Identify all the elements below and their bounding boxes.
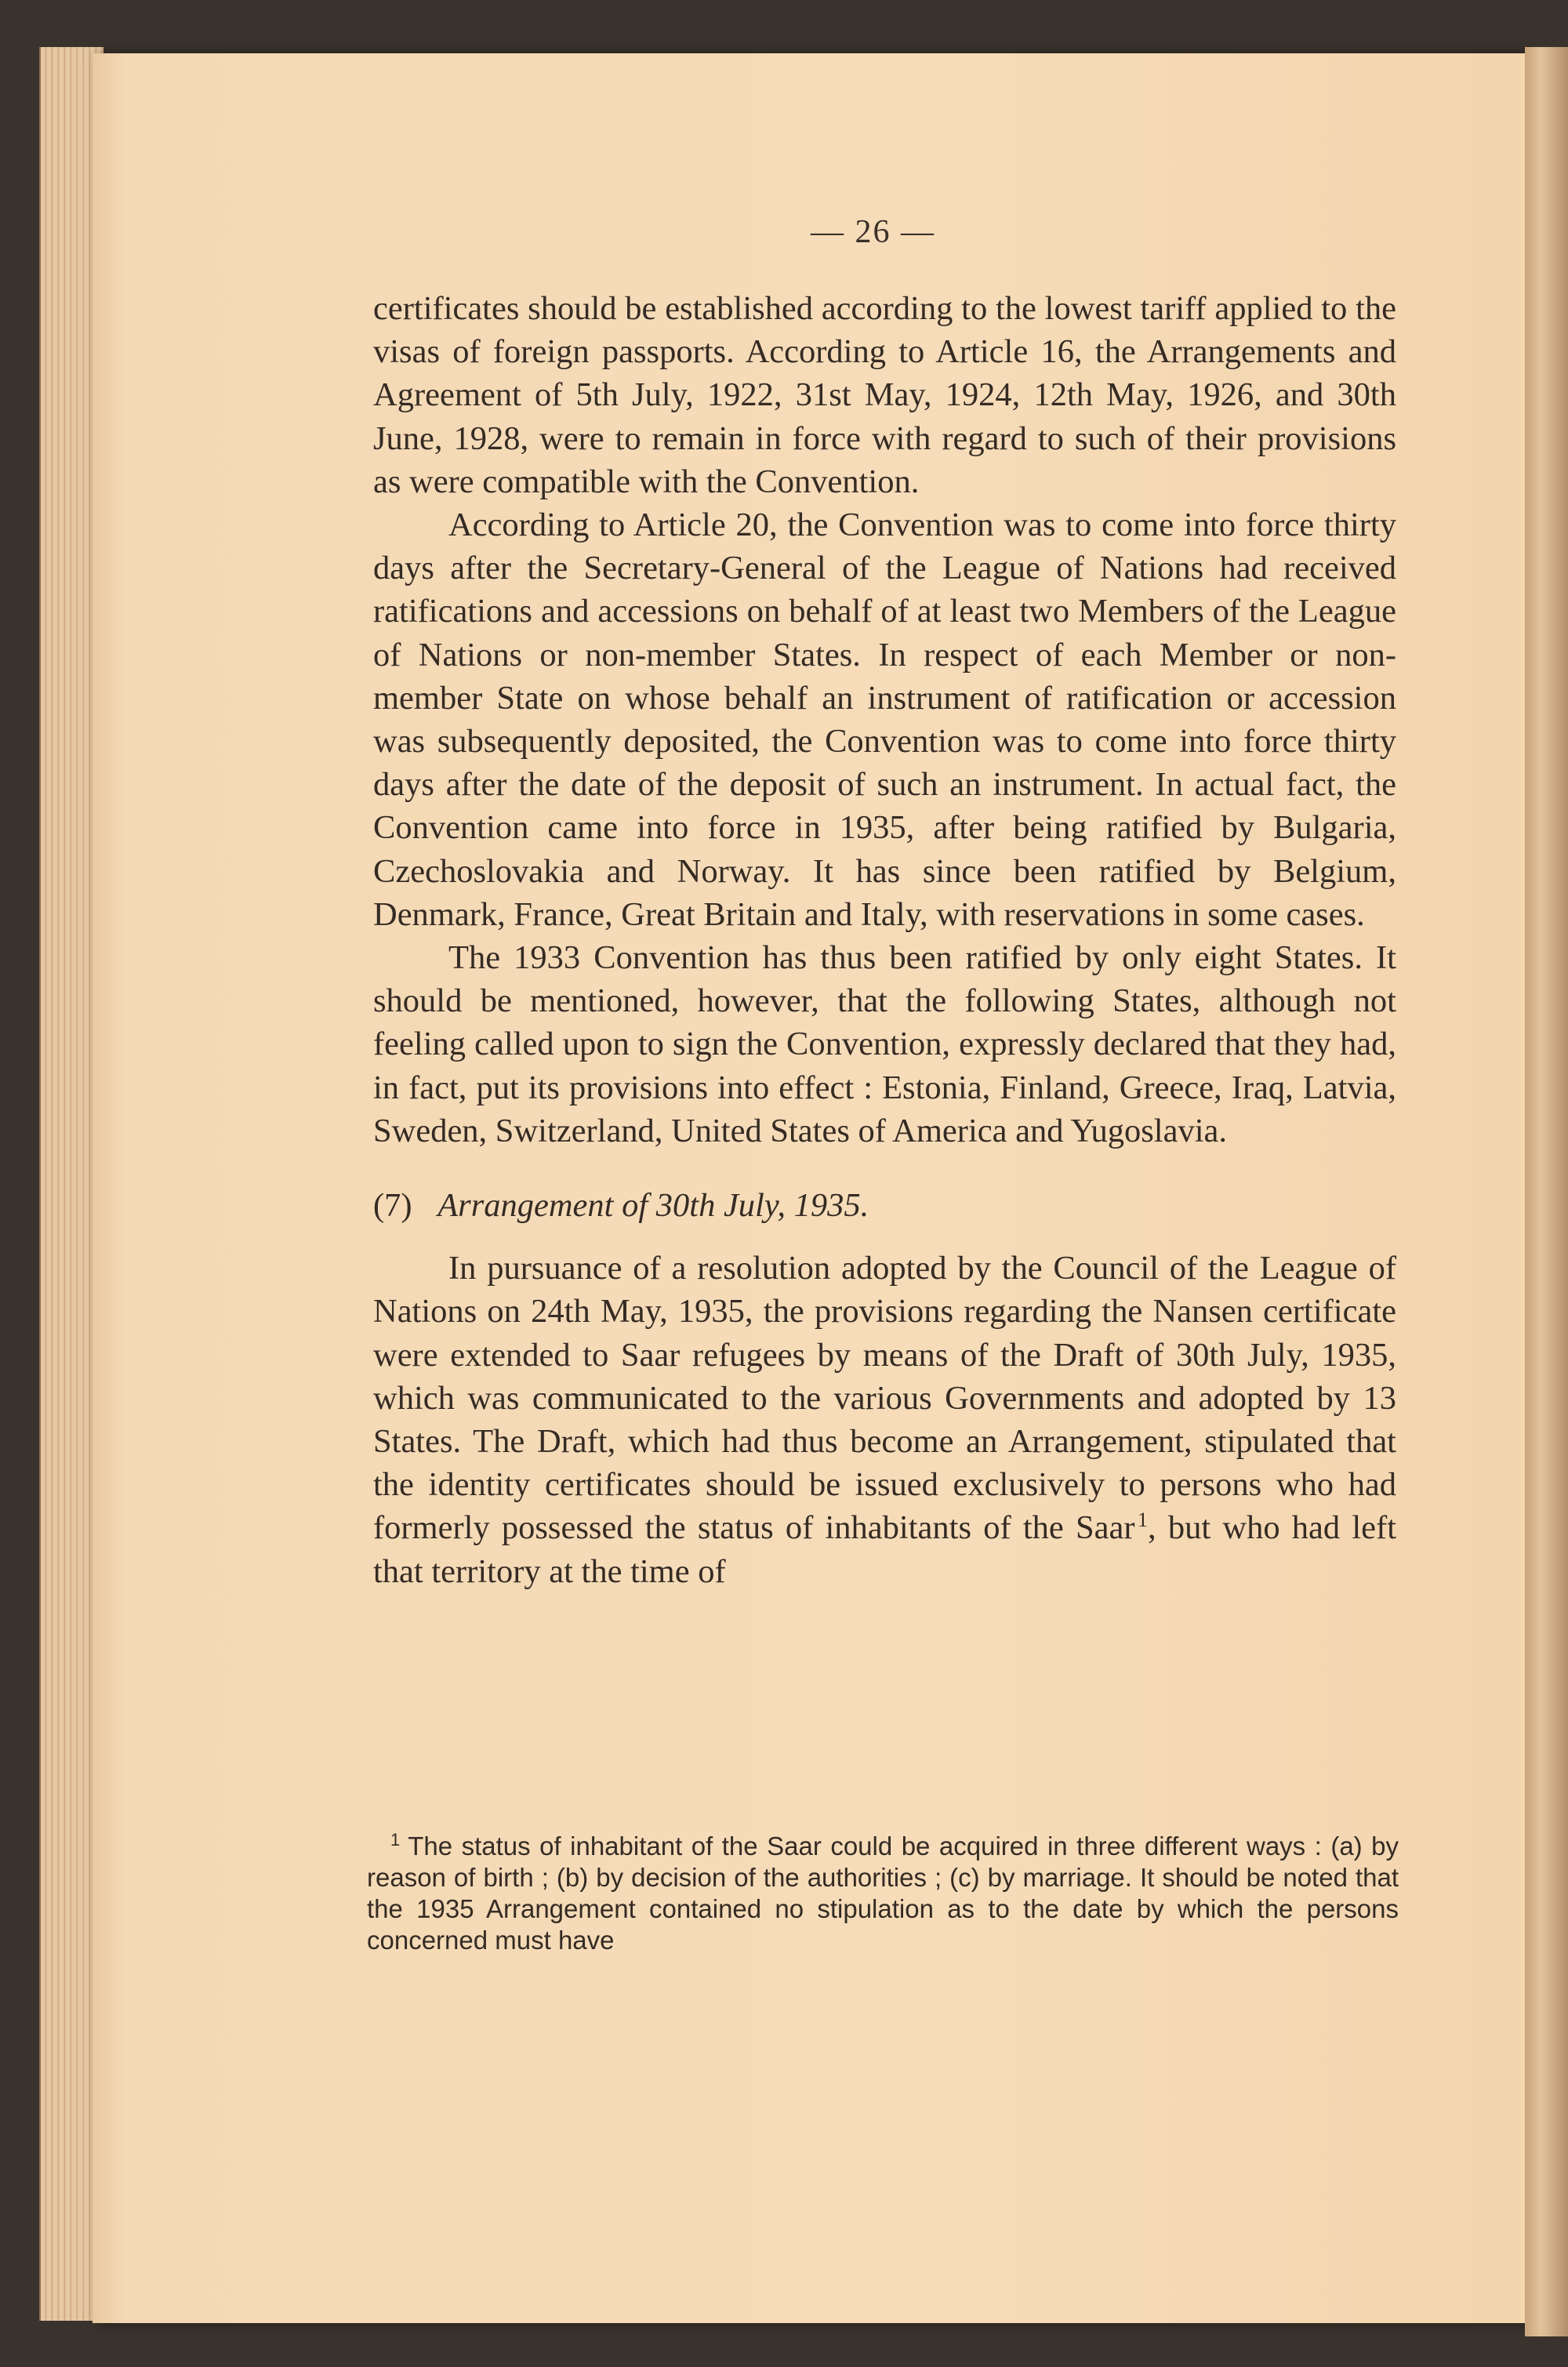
section-title: Arrangement of 30th July, 1935.	[437, 1187, 869, 1225]
footnote-text: The status of inhabitant of the Saar could be acquired in three different ways : (a) by reason of birth ; (b) by decision of the authorities ; (c) by marriage. It should be noted that the 1935 Arrangement contained no stipulation as to the date by which the persons concerned must have	[367, 1832, 1399, 1955]
paragraph-3: The 1933 Convention has thus been ratified by only eight States. It should be mentioned, however, that the following States, although not feeling called upon to sign the Convention, expressly declared that they had, in fact, put its provisions into effect : Estonia, Finland, Greece, Iraq, Latvia, Sweden, Switzerland, United States of America and Yugoslavia.	[373, 939, 1396, 1149]
book-right-edge	[1525, 47, 1568, 2336]
section-heading	[373, 1184, 1396, 1227]
page-number: — 26 —	[811, 214, 935, 250]
paragraph-1: certificates should be established according to the lowest tariff applied to the visas of foreign passports. According to Article 16, the Arrangements and Agreement of 5th July, 1922, 31st May, 1924, 12th May, 1926, and 30th June, 1928, were to remain in force with regard to such of their provisions as were compatible with the Convention.	[373, 290, 1396, 500]
paragraph-4-text: In pursuance of a resolution adopted by the Council of the League of Nations on 24th May, 1935, the provisions regarding the Nansen certificate were extended to Saar refugees by means of the Draft of 30th July, 1935, which was communicated to the various Governments and adopted by 13 States. The Draft, which had thus become an Arrangement, stipulated that the identity certificates should be issued exclusively to persons who had formerly possessed the status of inhabitants of the Saar	[373, 1250, 1396, 1547]
body-text	[373, 287, 1396, 1593]
paragraph-4	[373, 1247, 1396, 1593]
paragraph-4-continuation: , but who had left that territory at the time of	[373, 1509, 1397, 1590]
footnote-paragraph	[367, 1831, 1399, 1956]
section-number: (7)	[373, 1187, 412, 1225]
footnote-mark: 1	[390, 1830, 401, 1850]
paragraph-2: According to Article 20, the Convention was to come into force thirty days after the Secretary-General of the League of Nations had received ratifications and accessions on behalf of at least two Members of the League of Nations or non-member States. In respect of each Member or non-member State on whose behalf an instrument of ratification or accession was subsequently deposited, the Convention was to come into force thirty days after the date of the deposit of such an instrument. In actual fact, the Convention came into force in 1935, after being ratified by Bulgaria, Czechoslovakia and Norway. It has since been ratified by Belgium, Denmark, France, Great Britain and Italy, with reservations in some cases.	[373, 506, 1396, 933]
footnote	[367, 1831, 1399, 1956]
footnote-reference: 1	[1138, 1508, 1149, 1532]
